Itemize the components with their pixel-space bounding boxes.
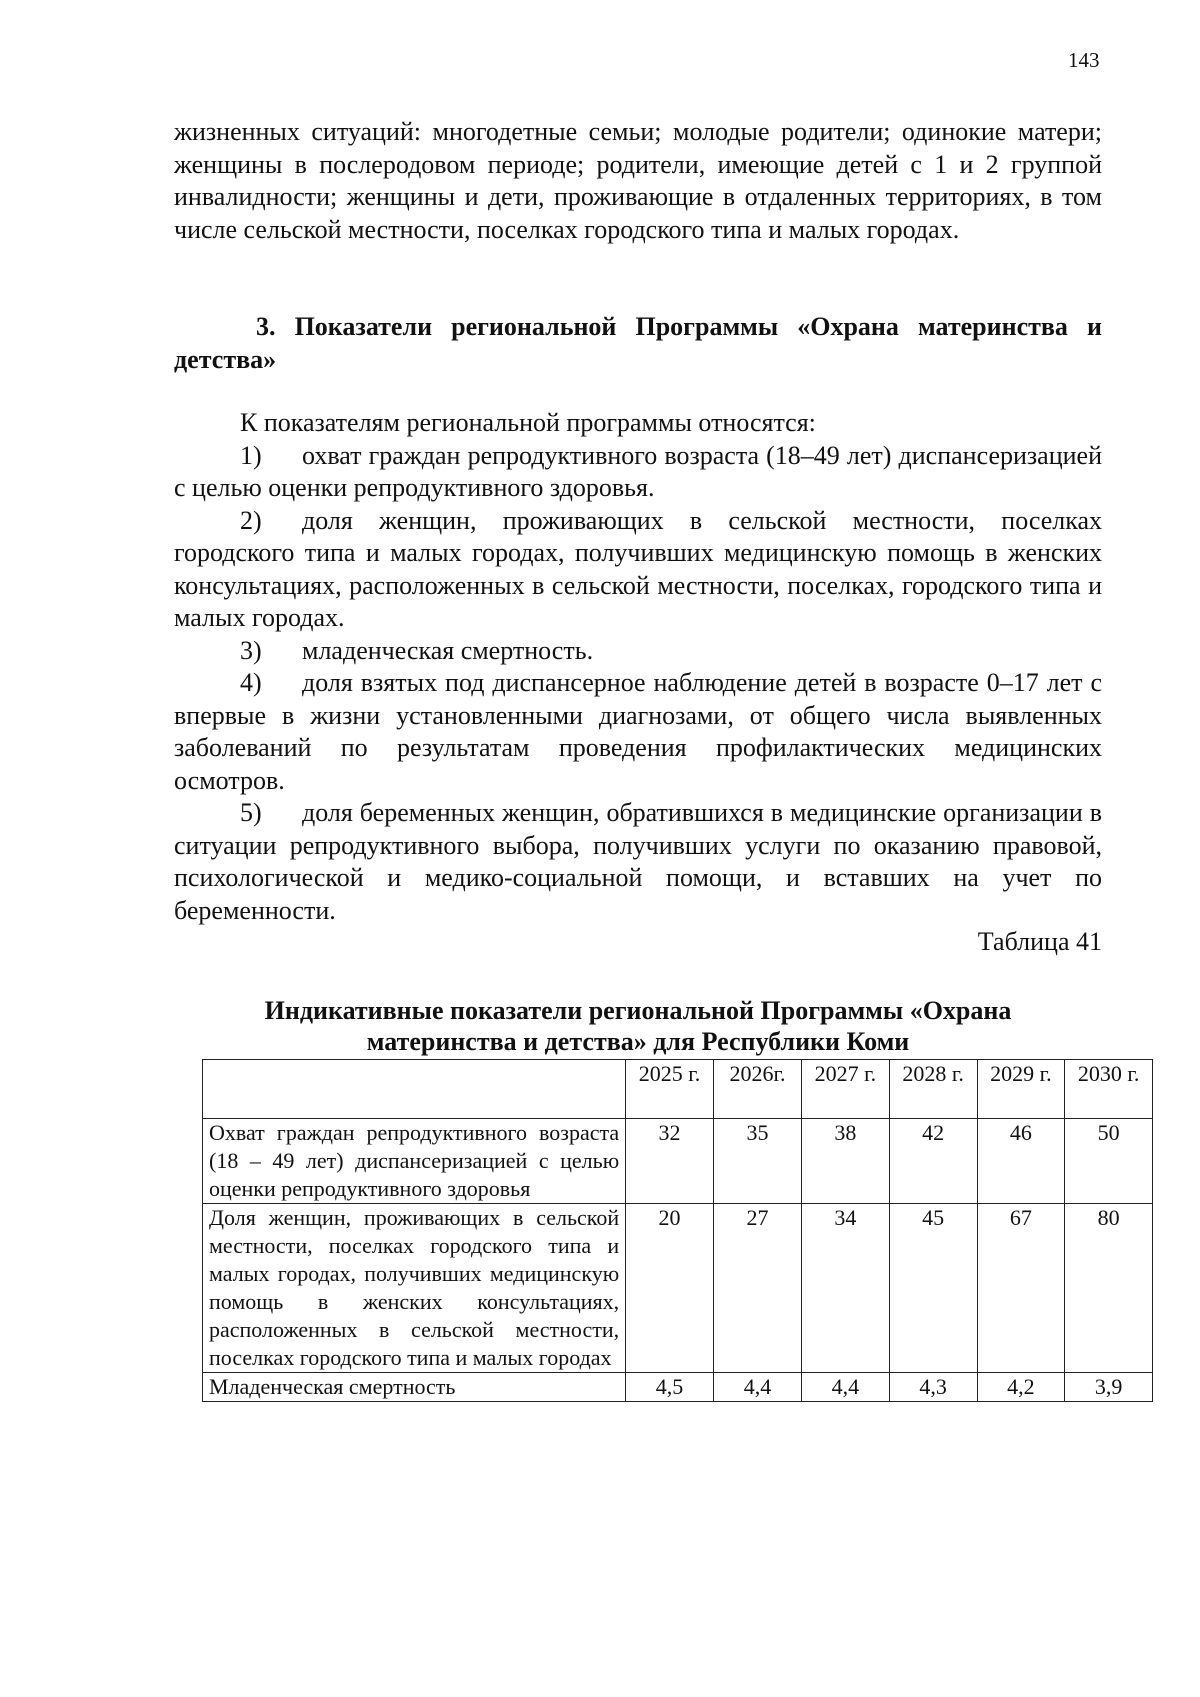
- table-row: [203, 1373, 1153, 1402]
- header-cell-year: 2030 г.: [1065, 1060, 1153, 1119]
- indicator-name-cell: Младенческая смертность: [203, 1373, 626, 1402]
- table-row: [203, 1204, 1153, 1373]
- section-heading: 3. Показатели региональной Программы «Охрана материнства и детства»: [174, 312, 1102, 374]
- header-cell-year: 2025 г.: [626, 1060, 714, 1119]
- table-title: [174, 995, 1102, 1057]
- value-cell: 34: [802, 1204, 890, 1373]
- indicator-name-cell: Доля женщин, проживающих в сельской местности, поселках городского типа и малых городах, получивших медицинскую помощь в женских консультациях, расположенных в сельской местности, поселках городского типа и малых городах: [203, 1204, 626, 1373]
- value-cell: 80: [1065, 1204, 1153, 1373]
- list-item-number: 4): [240, 668, 262, 697]
- value-cell: 27: [713, 1204, 801, 1373]
- list-item-text: охват граждан репродуктивного возраста (18–49 лет) диспансеризацией с целью оценки репродуктивного здоровья.: [174, 440, 1102, 502]
- list-item: [174, 505, 1102, 635]
- list-item: [174, 667, 1102, 797]
- table-header-row: [203, 1060, 1153, 1119]
- header-cell-year: 2028 г.: [889, 1060, 977, 1119]
- list-item-number: 3): [240, 635, 262, 665]
- value-cell: 67: [977, 1204, 1065, 1373]
- value-cell: 46: [977, 1119, 1065, 1204]
- list-item-text: доля беременных женщин, обратившихся в медицинские организации в ситуации репродуктивного выбора, получивших услуги по оказанию правовой, психологической и медико-социальной помощи, и вставших на учет по беременности.: [174, 798, 1102, 925]
- value-cell: 50: [1065, 1119, 1153, 1204]
- list-item-text: доля взятых под диспансерное наблюдение детей в возрасте 0–17 лет с впервые в жизни установленными диагнозами, от общего числа выявленных заболеваний по результатам проведения профилактических медицинских осмотров.: [174, 668, 1102, 795]
- value-cell: 45: [889, 1204, 977, 1373]
- list-item-number: 2): [240, 505, 262, 535]
- value-cell: 20: [626, 1204, 714, 1373]
- table-title-line: Индикативные показатели региональной Программы «Охрана: [264, 996, 1012, 1025]
- list-item-text: доля женщин, проживающих в сельской местности, поселках городского типа и малых городах, получивших медицинскую помощь в женских консультациях, расположенных в сельской местности, поселках, городского типа и малых городах.: [174, 505, 1102, 632]
- indicators-table: [202, 1059, 1153, 1402]
- value-cell: 4,3: [889, 1373, 977, 1402]
- header-cell-year: 2029 г.: [977, 1060, 1065, 1119]
- list-item: [174, 635, 1102, 668]
- header-cell-year: 2026г.: [713, 1060, 801, 1119]
- indicator-list: [174, 407, 1102, 927]
- table-label: Таблица 41: [977, 927, 1102, 956]
- list-item-number: 1): [240, 440, 262, 470]
- list-item-number: 5): [240, 798, 262, 827]
- list-item: [174, 440, 1102, 505]
- table-title-line: материнства и детства» для Республики Коми: [366, 1027, 910, 1056]
- value-cell: 3,9: [1065, 1373, 1153, 1402]
- page-number: 143: [1068, 48, 1100, 72]
- table-row: [203, 1119, 1153, 1204]
- header-cell-blank: [203, 1060, 626, 1119]
- value-cell: 4,4: [713, 1373, 801, 1402]
- list-item-text: младенческая смертность.: [302, 635, 594, 665]
- list-item: [174, 797, 1102, 927]
- value-cell: 35: [713, 1119, 801, 1204]
- value-cell: 4,4: [802, 1373, 890, 1402]
- indicator-name-cell: Охват граждан репродуктивного возраста (18 – 49 лет) диспансеризацией с целью оценки репродуктивного здоровья: [203, 1119, 626, 1204]
- value-cell: 42: [889, 1119, 977, 1204]
- intro-text: К показателям региональной программы относятся:: [240, 408, 816, 437]
- paragraph-continuation: жизненных ситуаций: многодетные семьи; молодые родители; одинокие матери; женщины в послеродовом периоде; родители, имеющие детей с 1 и 2 группой инвалидности; женщины и дети, проживающие в отдаленных территориях, в том числе сельской местности, поселках городского типа и малых городах.: [174, 117, 1102, 244]
- value-cell: 4,2: [977, 1373, 1065, 1402]
- value-cell: 32: [626, 1119, 714, 1204]
- value-cell: 38: [802, 1119, 890, 1204]
- header-cell-year: 2027 г.: [802, 1060, 890, 1119]
- value-cell: 4,5: [626, 1373, 714, 1402]
